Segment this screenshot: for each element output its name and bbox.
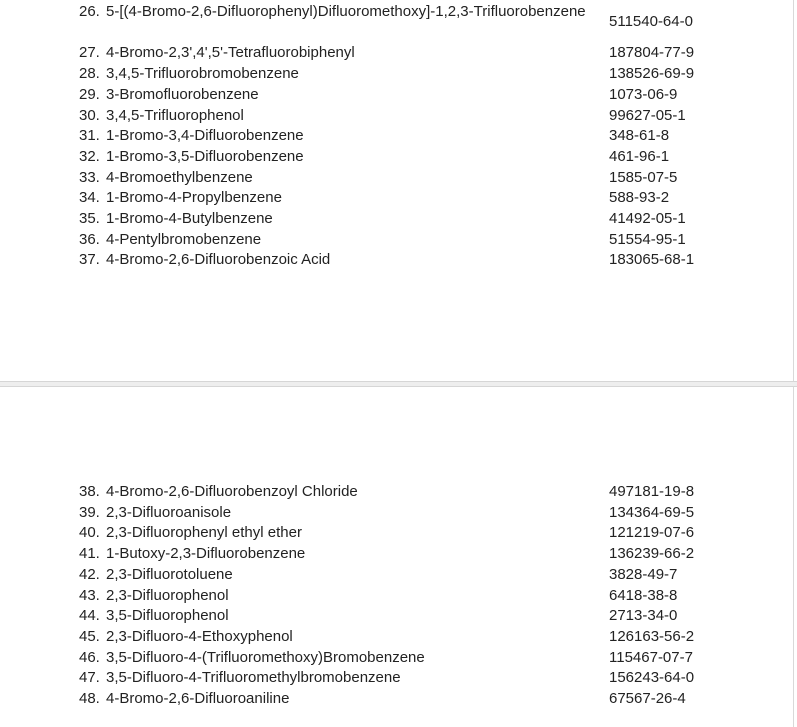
- compound-name: 1-Bromo-4-Butylbenzene: [106, 210, 273, 228]
- item-number: 35.: [79, 210, 100, 228]
- document-page-2: [0, 387, 794, 727]
- list-item: [79, 482, 719, 503]
- item-number: 47.: [79, 669, 100, 687]
- cas-number: 511540-64-0: [609, 13, 693, 31]
- item-number: 33.: [79, 168, 100, 186]
- list-item: [79, 503, 719, 524]
- item-number: 36.: [79, 230, 100, 248]
- cas-number: 67567-26-4: [609, 690, 686, 708]
- list-item: [79, 147, 719, 168]
- item-number: 32.: [79, 147, 100, 165]
- cas-number: 497181-19-8: [609, 483, 695, 500]
- list-item: [79, 586, 719, 607]
- compound-name: 1-Bromo-4-Propylbenzene: [106, 189, 282, 207]
- item-number: 40.: [79, 524, 100, 542]
- cas-number: 134364-69-5: [609, 503, 695, 521]
- compound-name: 3,5-Difluoro-4-(Trifluoromethoxy)Bromobenzene: [106, 648, 425, 666]
- item-number: 41.: [79, 545, 100, 563]
- list-item: [79, 544, 719, 565]
- item-number: 28.: [79, 65, 100, 83]
- compound-name: 3-Bromofluorobenzene: [106, 85, 259, 103]
- cas-number: 348-61-8: [609, 127, 670, 145]
- list-item: [79, 85, 719, 106]
- item-number: 37.: [79, 251, 100, 269]
- list-item: [79, 126, 719, 147]
- compound-name: 3,4,5-Trifluorobromobenzene: [106, 65, 299, 83]
- item-number: 29.: [79, 85, 100, 103]
- list-item: [79, 250, 719, 271]
- compound-name: 3,5-Difluoro-4-Trifluoromethylbromobenzene: [106, 669, 401, 687]
- list-item: [79, 2, 719, 43]
- item-number: 30.: [79, 106, 100, 124]
- compound-name: 4-Bromoethylbenzene: [106, 168, 253, 186]
- list-item: [79, 523, 719, 544]
- list-item: [79, 106, 719, 127]
- cas-number: 2713-34-0: [609, 607, 678, 625]
- cas-number: 588-93-2: [609, 189, 670, 207]
- cas-number: 115467-07-7: [609, 648, 693, 666]
- list-item: [79, 188, 719, 209]
- cas-number: 138526-69-9: [609, 65, 695, 83]
- cas-number: 183065-68-1: [609, 251, 695, 269]
- cas-number: 51554-95-1: [609, 230, 686, 248]
- list-item: [79, 64, 719, 85]
- item-number: 43.: [79, 586, 100, 604]
- compound-list: [79, 2, 719, 271]
- cas-number: 3828-49-7: [609, 565, 678, 583]
- cas-number: 99627-05-1: [609, 106, 686, 124]
- item-number: 27.: [79, 44, 100, 62]
- cas-number: 6418-38-8: [609, 586, 678, 604]
- item-number: 26.: [79, 3, 100, 20]
- cas-number: 461-96-1: [609, 147, 670, 165]
- compound-name: 5-[(4-Bromo-2,6-Difluorophenyl)Difluoromethoxy]-1,2,3-Trifluorobenzene: [106, 3, 586, 20]
- item-number: 45.: [79, 627, 100, 645]
- compound-name: 2,3-Difluoroanisole: [106, 503, 232, 521]
- compound-name: 2,3-Difluorotoluene: [106, 565, 233, 583]
- list-item: [79, 668, 719, 689]
- compound-list: [79, 482, 719, 710]
- item-number: 48.: [79, 690, 100, 708]
- list-item: [79, 168, 719, 189]
- list-item: [79, 43, 719, 64]
- compound-name: 4-Bromo-2,6-Difluorobenzoyl Chloride: [106, 483, 358, 500]
- compound-name: 2,3-Difluorophenyl ethyl ether: [106, 524, 302, 542]
- list-item: [79, 565, 719, 586]
- item-number: 39.: [79, 503, 100, 521]
- item-number: 31.: [79, 127, 100, 145]
- compound-name: 1-Bromo-3,4-Difluorobenzene: [106, 127, 304, 145]
- item-number: 38.: [79, 483, 100, 500]
- list-item: [79, 230, 719, 251]
- item-number: 34.: [79, 189, 100, 207]
- cas-number: 136239-66-2: [609, 545, 695, 563]
- compound-name: 1-Bromo-3,5-Difluorobenzene: [106, 147, 304, 165]
- compound-name: 4-Bromo-2,6-Difluoroaniline: [106, 690, 290, 708]
- compound-name: 3,4,5-Trifluorophenol: [106, 106, 244, 124]
- cas-number: 121219-07-6: [609, 524, 695, 542]
- compound-name: 1-Butoxy-2,3-Difluorobenzene: [106, 545, 306, 563]
- list-item: [79, 689, 719, 710]
- cas-number: 41492-05-1: [609, 210, 686, 228]
- cas-number: 187804-77-9: [609, 44, 695, 62]
- compound-name: 4-Pentylbromobenzene: [106, 230, 262, 248]
- item-number: 46.: [79, 648, 100, 666]
- cas-number: 1585-07-5: [609, 168, 678, 186]
- compound-name: 3,5-Difluorophenol: [106, 607, 229, 625]
- list-item: [79, 648, 719, 669]
- cas-number: 156243-64-0: [609, 669, 695, 687]
- compound-name: 2,3-Difluoro-4-Ethoxyphenol: [106, 627, 293, 645]
- cas-number: 1073-06-9: [609, 85, 678, 103]
- compound-name: 4-Bromo-2,6-Difluorobenzoic Acid: [106, 251, 331, 269]
- item-number: 42.: [79, 565, 100, 583]
- item-number: 44.: [79, 607, 100, 625]
- list-item: [79, 606, 719, 627]
- list-item: [79, 627, 719, 648]
- compound-name: 2,3-Difluorophenol: [106, 586, 229, 604]
- list-item: [79, 209, 719, 230]
- compound-name: 4-Bromo-2,3',4',5'-Tetrafluorobiphenyl: [106, 44, 355, 62]
- cas-number: 126163-56-2: [609, 627, 695, 645]
